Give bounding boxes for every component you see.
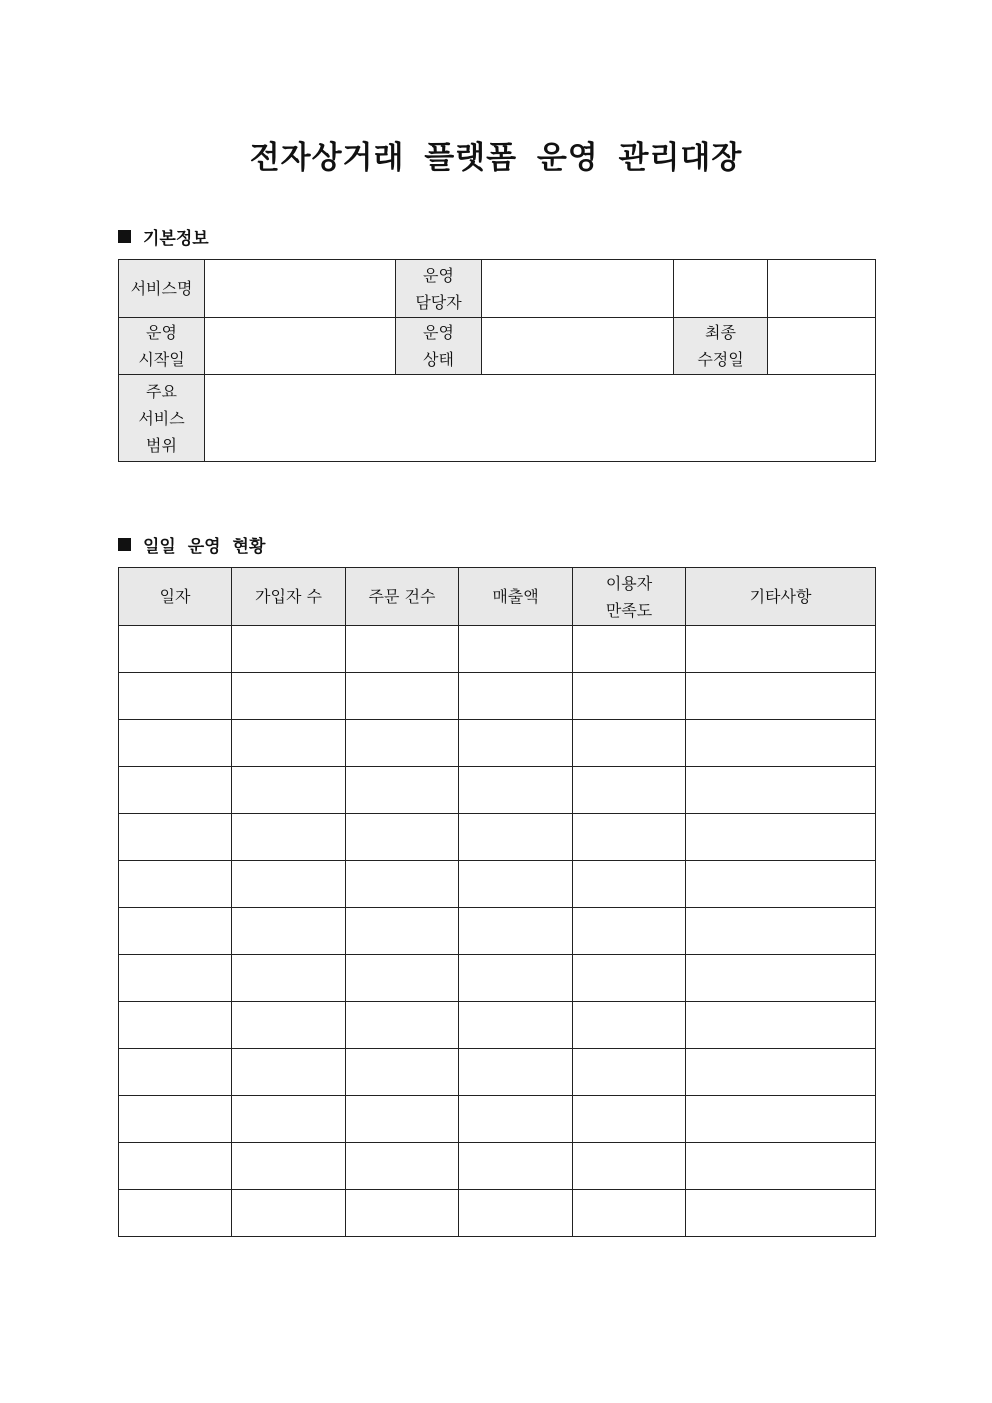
start-date-label: 운영 시작일 <box>119 318 205 375</box>
subscribers-cell[interactable] <box>232 1143 346 1190</box>
notes-cell[interactable] <box>686 1190 876 1237</box>
document-title: 전자상거래 플랫폼 운영 관리대장 <box>249 140 743 176</box>
satisfaction-cell[interactable] <box>573 767 686 814</box>
orders-cell[interactable] <box>346 861 459 908</box>
square-bullet-icon <box>118 230 131 243</box>
table-row <box>119 814 876 861</box>
orders-cell[interactable] <box>346 1143 459 1190</box>
table-row <box>119 767 876 814</box>
notes-cell[interactable] <box>686 626 876 673</box>
satisfaction-cell[interactable] <box>573 908 686 955</box>
subscribers-cell[interactable] <box>232 1190 346 1237</box>
last-modified-label: 최종 수정일 <box>674 318 768 375</box>
notes-cell[interactable] <box>686 955 876 1002</box>
sales-cell[interactable] <box>459 720 573 767</box>
notes-cell[interactable] <box>686 720 876 767</box>
service-scope-cell[interactable] <box>205 375 876 462</box>
sales-cell[interactable] <box>459 814 573 861</box>
table-row <box>119 673 876 720</box>
subscribers-cell[interactable] <box>232 1096 346 1143</box>
table-row <box>119 908 876 955</box>
daily-status-heading <box>118 532 265 557</box>
date-cell[interactable] <box>119 673 232 720</box>
table-row <box>119 1002 876 1049</box>
column-header-subscribers: 가입자 수 <box>232 568 346 626</box>
sales-cell[interactable] <box>459 626 573 673</box>
table-row <box>119 955 876 1002</box>
subscribers-cell[interactable] <box>232 908 346 955</box>
satisfaction-cell[interactable] <box>573 814 686 861</box>
satisfaction-cell[interactable] <box>573 1002 686 1049</box>
subscribers-cell[interactable] <box>232 767 346 814</box>
date-cell[interactable] <box>119 1049 232 1096</box>
notes-cell[interactable] <box>686 908 876 955</box>
subscribers-cell[interactable] <box>232 1002 346 1049</box>
manager-cell[interactable] <box>482 260 674 318</box>
date-cell[interactable] <box>119 814 232 861</box>
satisfaction-cell[interactable] <box>573 626 686 673</box>
date-cell[interactable] <box>119 908 232 955</box>
daily-table-body <box>119 626 876 1237</box>
date-cell[interactable] <box>119 1002 232 1049</box>
column-header-sales: 매출액 <box>459 568 573 626</box>
date-cell[interactable] <box>119 626 232 673</box>
notes-cell[interactable] <box>686 767 876 814</box>
satisfaction-cell[interactable] <box>573 861 686 908</box>
sales-cell[interactable] <box>459 1096 573 1143</box>
orders-cell[interactable] <box>346 720 459 767</box>
sales-cell[interactable] <box>459 908 573 955</box>
subscribers-cell[interactable] <box>232 673 346 720</box>
basic-info-heading-text: 기본정보 <box>143 229 209 249</box>
basic-info-heading <box>118 224 209 249</box>
column-header-orders: 주문 건수 <box>346 568 459 626</box>
orders-cell[interactable] <box>346 955 459 1002</box>
date-cell[interactable] <box>119 1190 232 1237</box>
date-cell[interactable] <box>119 955 232 1002</box>
table-row <box>119 861 876 908</box>
satisfaction-cell[interactable] <box>573 1143 686 1190</box>
blank-label-cell <box>674 260 768 318</box>
start-date-cell[interactable] <box>205 318 396 375</box>
orders-cell[interactable] <box>346 1190 459 1237</box>
subscribers-cell[interactable] <box>232 955 346 1002</box>
orders-cell[interactable] <box>346 767 459 814</box>
notes-cell[interactable] <box>686 1049 876 1096</box>
subscribers-cell[interactable] <box>232 1049 346 1096</box>
table-row <box>119 1096 876 1143</box>
notes-cell[interactable] <box>686 861 876 908</box>
basic-info-table <box>118 259 876 462</box>
service-name-cell[interactable] <box>205 260 396 318</box>
subscribers-cell[interactable] <box>232 626 346 673</box>
table-row <box>119 626 876 673</box>
blank-value-cell[interactable] <box>768 260 876 318</box>
orders-cell[interactable] <box>346 673 459 720</box>
table-row <box>119 720 876 767</box>
column-header-notes: 기타사항 <box>686 568 876 626</box>
manager-label: 운영 담당자 <box>396 260 482 318</box>
notes-cell[interactable] <box>686 1096 876 1143</box>
date-cell[interactable] <box>119 1096 232 1143</box>
table-row <box>119 1049 876 1096</box>
orders-cell[interactable] <box>346 1002 459 1049</box>
satisfaction-cell[interactable] <box>573 673 686 720</box>
sales-cell[interactable] <box>459 1049 573 1096</box>
service-name-label: 서비스명 <box>119 260 205 318</box>
sales-cell[interactable] <box>459 1190 573 1237</box>
status-label: 운영 상태 <box>396 318 482 375</box>
daily-status-table <box>118 567 876 1237</box>
service-scope-label: 주요 서비스 범위 <box>119 375 205 462</box>
subscribers-cell[interactable] <box>232 861 346 908</box>
date-cell[interactable] <box>119 767 232 814</box>
notes-cell[interactable] <box>686 1002 876 1049</box>
column-header-date: 일자 <box>119 568 232 626</box>
sales-cell[interactable] <box>459 767 573 814</box>
subscribers-cell[interactable] <box>232 720 346 767</box>
satisfaction-cell[interactable] <box>573 720 686 767</box>
satisfaction-cell[interactable] <box>573 1190 686 1237</box>
orders-cell[interactable] <box>346 814 459 861</box>
sales-cell[interactable] <box>459 861 573 908</box>
orders-cell[interactable] <box>346 1096 459 1143</box>
daily-status-heading-text: 일일 운영 현황 <box>143 537 266 557</box>
notes-cell[interactable] <box>686 1143 876 1190</box>
orders-cell[interactable] <box>346 626 459 673</box>
status-cell[interactable] <box>482 318 674 375</box>
square-bullet-icon <box>118 538 131 551</box>
notes-cell[interactable] <box>686 814 876 861</box>
satisfaction-cell[interactable] <box>573 1096 686 1143</box>
table-row <box>119 1190 876 1237</box>
orders-cell[interactable] <box>346 1049 459 1096</box>
date-cell[interactable] <box>119 861 232 908</box>
column-header-satisfaction: 이용자 만족도 <box>573 568 686 626</box>
date-cell[interactable] <box>119 1143 232 1190</box>
orders-cell[interactable] <box>346 908 459 955</box>
date-cell[interactable] <box>119 720 232 767</box>
table-row <box>119 1143 876 1190</box>
satisfaction-cell[interactable] <box>573 1049 686 1096</box>
sales-cell[interactable] <box>459 673 573 720</box>
last-modified-cell[interactable] <box>768 318 876 375</box>
subscribers-cell[interactable] <box>232 814 346 861</box>
sales-cell[interactable] <box>459 955 573 1002</box>
satisfaction-cell[interactable] <box>573 955 686 1002</box>
sales-cell[interactable] <box>459 1002 573 1049</box>
sales-cell[interactable] <box>459 1143 573 1190</box>
notes-cell[interactable] <box>686 673 876 720</box>
